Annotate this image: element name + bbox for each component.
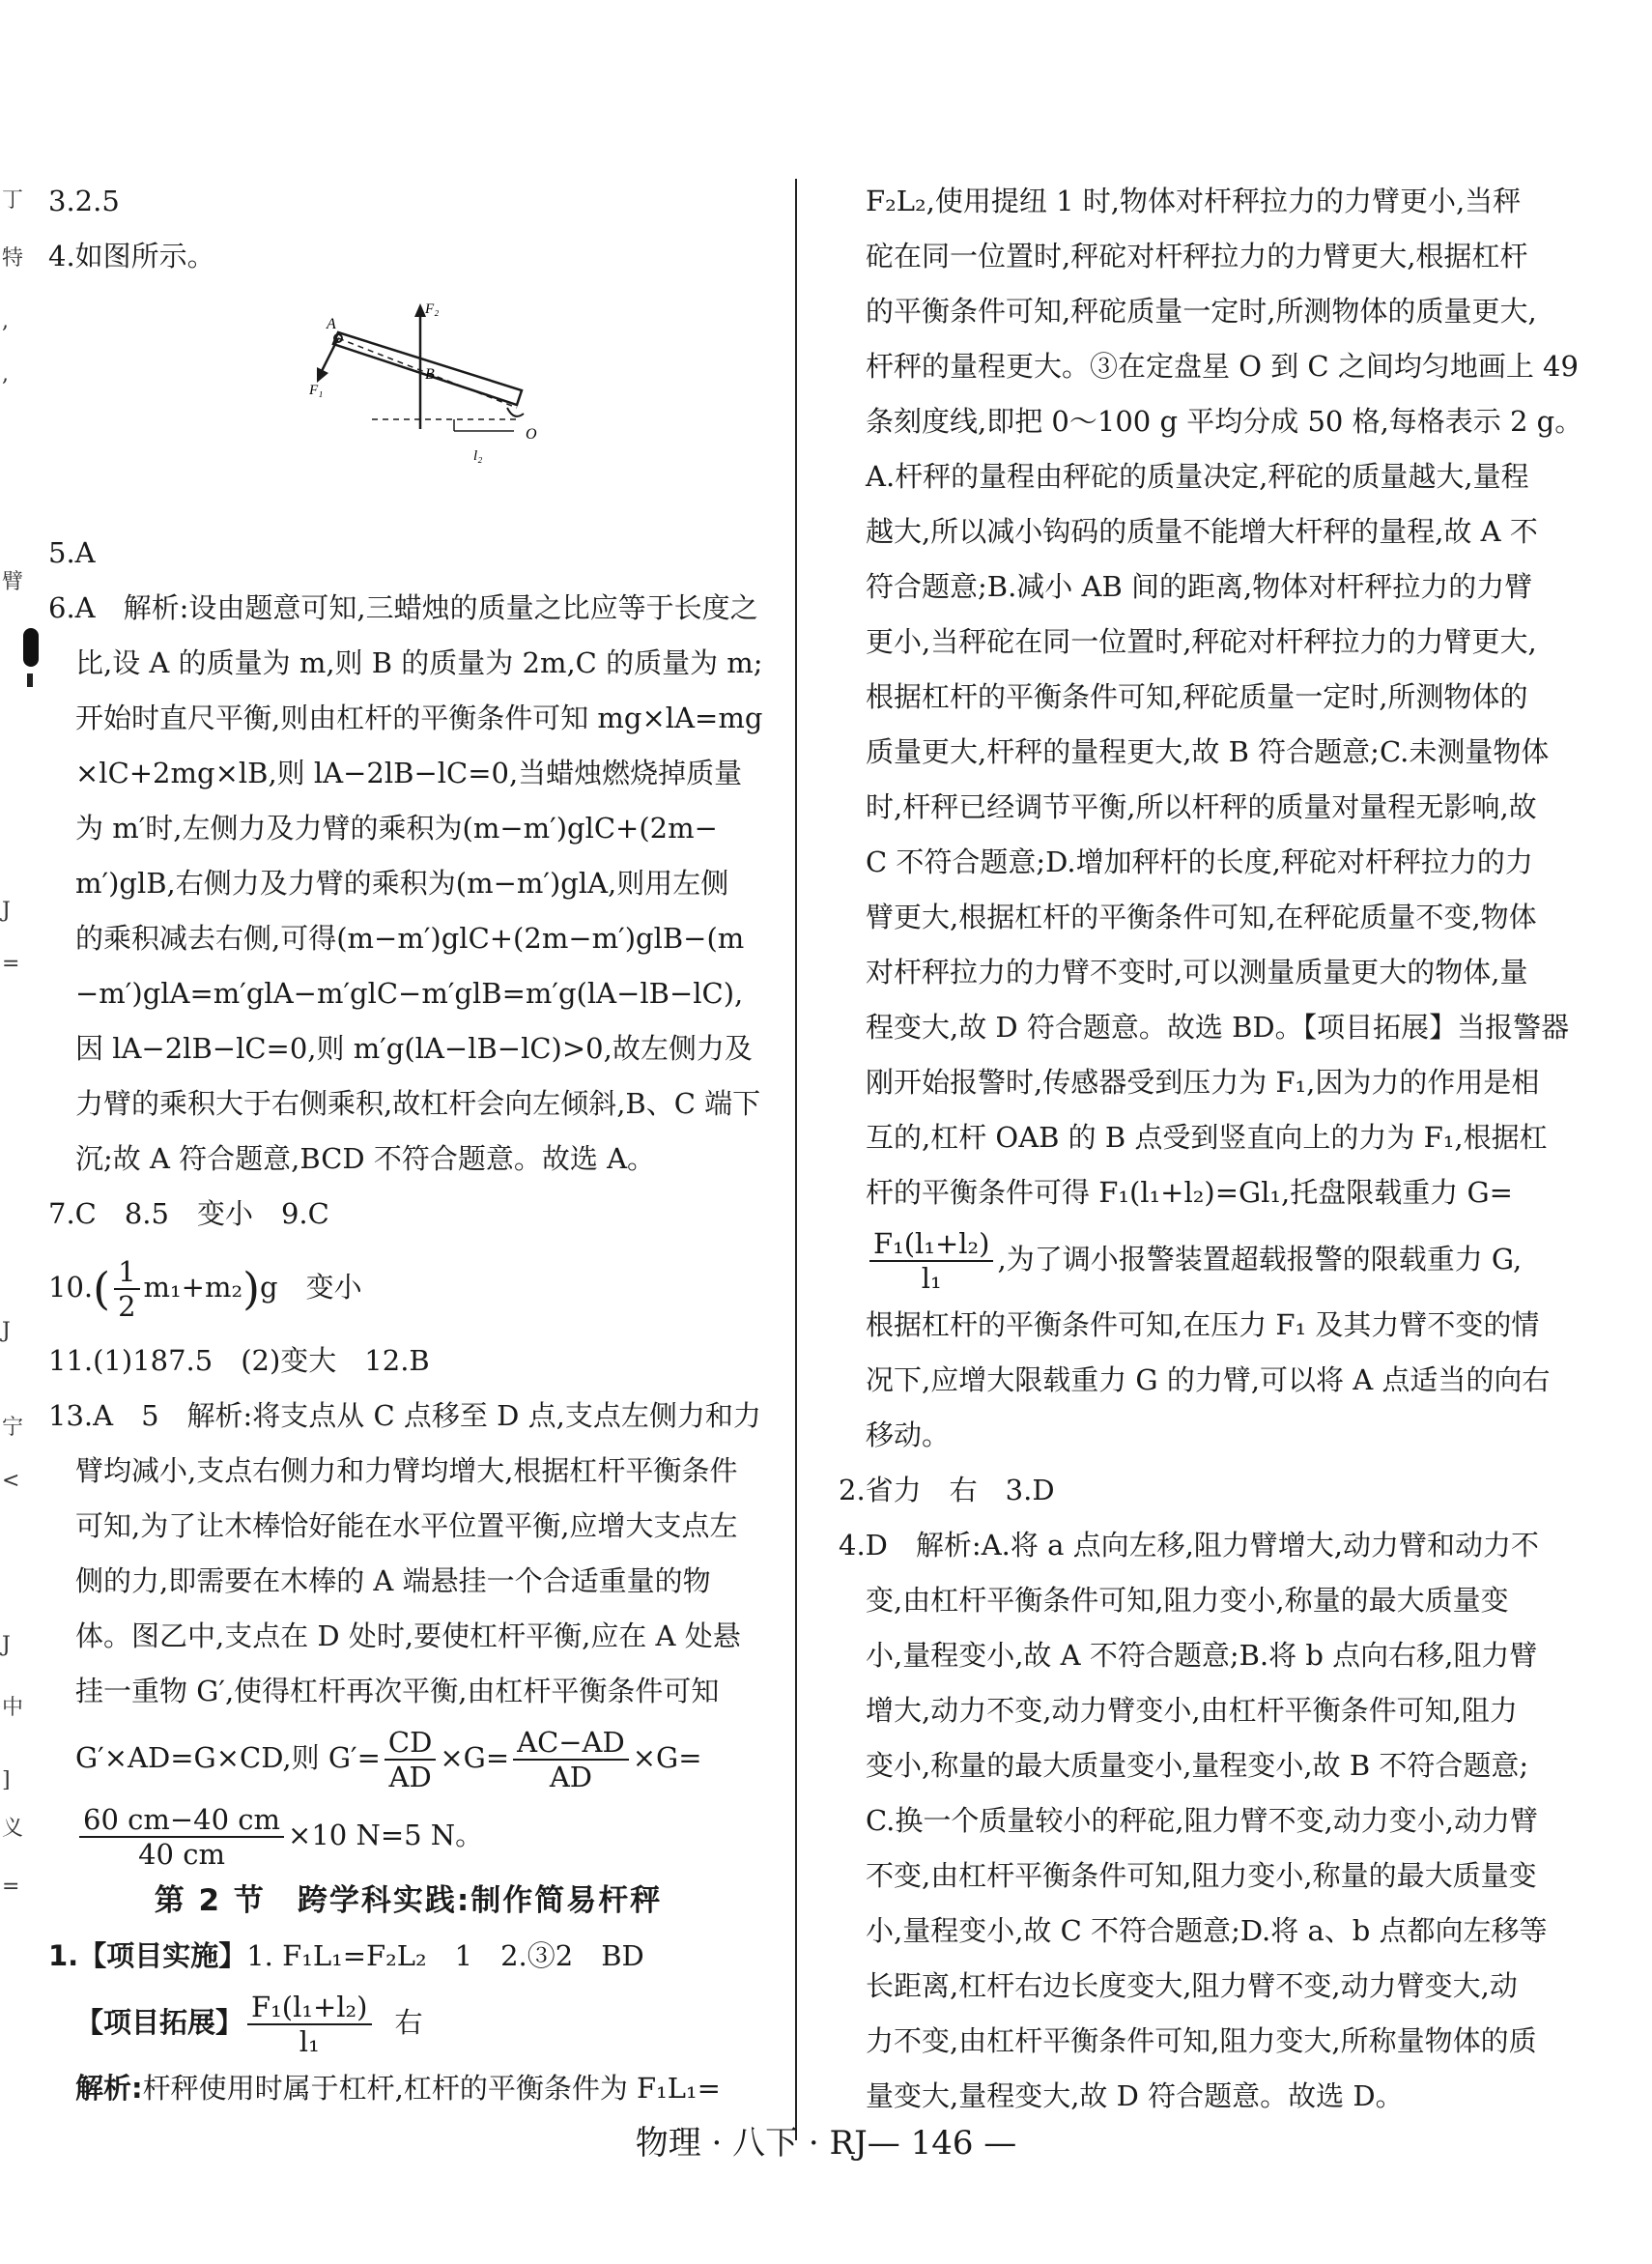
paren-open: ( [93, 1262, 111, 1315]
item10-prefix: 10. [48, 1271, 94, 1304]
fraction-g [869, 1227, 993, 1295]
answer-line: 7.C 8.5 变小 9.C [48, 1197, 329, 1230]
edge-mark: J [2, 899, 11, 923]
answer-line: −m′)glA=m′glA−m′glC−m′glB=m′g(lA−lB−lC), [75, 977, 744, 1010]
page-footer: 物理 · 八下 · RJ— 146 — [635, 2124, 1017, 2163]
right-column [839, 174, 1583, 2124]
answer-line: 长距离,杠杆右边长度变大,阻力臂不变,动力臂变大,动 [866, 1969, 1518, 2002]
ink-blot [23, 628, 39, 667]
frac-den: l₁ [299, 2025, 320, 2058]
answer-line: 11.(1)187.5 (2)变大 12.B [48, 1344, 430, 1377]
answer-line: 小,量程变小,故 A 不符合题意;B.将 b 点向右移,阻力臂 [866, 1639, 1538, 1672]
edge-mark: 中 [2, 1696, 24, 1720]
answer-line: 比,设 A 的质量为 m,则 B 的质量为 2m,C 的质量为 m; [75, 646, 763, 679]
answer-line: 侧的力,即需要在木棒的 A 端悬挂一个合适重量的物 [75, 1564, 711, 1597]
answer-line: 砣在同一位置时,秤砣对杆秤拉力的力臂更大,根据杠杆 [866, 240, 1528, 272]
answer-line: 4.如图所示。 [48, 240, 215, 272]
answer-line: 杆的平衡条件可得 F₁(l₁+l₂)=Gl₁,托盘限载重力 G= [866, 1176, 1513, 1209]
answer-line: 不变,由杠杆平衡条件可知,阻力变小,称量的最大质量变 [866, 1859, 1537, 1892]
answer-line: ×lC+2mg×lB,则 lA−2lB−lC=0,当蜡烛燃烧掉质量 [75, 757, 743, 789]
answer-line: 量变大,量程变大,故 D 符合题意。故选 D。 [866, 2079, 1404, 2112]
answer-line: 13.A 5 解析:将支点从 C 点移至 D 点,支点左侧力和力 [48, 1399, 761, 1432]
item10-tail: g 变小 [260, 1271, 362, 1304]
eq-post: ×G= [632, 1741, 702, 1774]
answer-line: 3.2.5 [48, 185, 120, 217]
eq-mid: ×G= [440, 1741, 510, 1774]
answer-line: 挂一重物 G′,使得杠杆再次平衡,由杠杆平衡条件可知 [75, 1675, 720, 1707]
answer-line: 的乘积减去右侧,可得(m−m′)glC+(2m−m′)glB−(m [75, 922, 745, 955]
edge-mark: , [2, 362, 9, 387]
left-column [48, 174, 768, 2116]
answer-line: 越大,所以减小钩码的质量不能增大杆秤的量程,故 A 不 [866, 515, 1538, 548]
project-ext-label: 【项目拓展】 [75, 2006, 244, 2039]
frac-den: AD [388, 1761, 432, 1793]
project-impl-line [48, 1929, 768, 1984]
answer-line: 条刻度线,即把 0～100 g 平均分成 50 格,每格表示 2 g。 [866, 405, 1583, 438]
answer-line: 臂均减小,支点右侧力和力臂均增大,根据杠杆平衡条件 [75, 1454, 738, 1487]
eq-post: ×10 N=5 N。 [288, 1819, 484, 1851]
answer-line: 力不变,由杠杆平衡条件可知,阻力变大,所称量物体的质 [866, 2024, 1537, 2057]
edge-mark: 义 [2, 1817, 24, 1841]
eq-pre: G′×AD=G×CD,则 G′= [75, 1741, 381, 1774]
label-o: O [526, 426, 537, 443]
fraction-half [114, 1255, 139, 1323]
ink-blot [27, 673, 33, 687]
fraction-ac-ad [513, 1726, 629, 1793]
frac-den: AD [549, 1761, 593, 1793]
project-ext-line [48, 1984, 768, 2061]
answer-line: 移动。 [866, 1419, 951, 1451]
answer-line: 力臂的乘积大于右侧乘积,故杠杆会向左倾斜,B、C 端下 [75, 1087, 761, 1120]
label-b: B [425, 366, 435, 383]
project-impl-text: 1. F₁L₁=F₂L₂ 1 2.③2 BD [246, 1939, 644, 1972]
answer-line: 体。图乙中,支点在 D 处时,要使杠杆平衡,应在 A 处悬 [75, 1619, 741, 1652]
answer-line: 时,杆秤已经调节平衡,所以杆秤的质量对量程无影响,故 [866, 790, 1537, 823]
eq-post: ,为了调小报警装置超载报警的限载重力 G, [997, 1243, 1523, 1275]
label-f2: F₂ [425, 301, 440, 317]
analysis-label: 解析: [75, 2072, 143, 2105]
frac-den: l₁ [921, 1262, 942, 1295]
analysis-line [48, 2061, 768, 2116]
frac-den: 2 [118, 1290, 136, 1323]
equation-line [48, 1719, 768, 1796]
frac-num: F₁(l₁+l₂) [247, 1991, 371, 2025]
answer-line: 5.A [48, 536, 96, 569]
answer-line: F₂L₂,使用提纽 1 时,物体对杆秤拉力的力臂更小,当秤 [866, 185, 1522, 217]
fraction-cm [79, 1803, 284, 1871]
answer-line: 可知,为了让木棒恰好能在水平位置平衡,应增大支点左 [75, 1509, 738, 1542]
answer-line: 2.省力 右 3.D [839, 1474, 1055, 1506]
answer-line: 因 lA−2lB−lC=0,则 m′g(lA−lB−lC)>0,故左侧力及 [75, 1032, 753, 1065]
edge-mark: J [2, 1633, 11, 1657]
column-divider [795, 179, 797, 2140]
edge-mark: , [2, 309, 9, 333]
frac-num: 1 [114, 1255, 139, 1290]
edge-mark: 特 [2, 246, 24, 271]
answer-line: 更小,当秤砣在同一位置时,秤砣对杆秤拉力的力臂更大, [866, 625, 1537, 658]
answer-line: 沉;故 A 符合题意,BCD 不符合题意。故选 A。 [75, 1142, 656, 1175]
answer-line: 况下,应增大限载重力 G 的力臂,可以将 A 点适当的向右 [866, 1363, 1551, 1396]
answer-line: 小,量程变小,故 C 不符合题意;D.将 a、b 点都向左移等 [866, 1914, 1548, 1947]
answer-line: 为 m′时,左侧力及力臂的乘积为(m−m′)glC+(2m− [75, 812, 718, 845]
answer-line: m′)glB,右侧力及力臂的乘积为(m−m′)glA,则用左侧 [75, 867, 729, 900]
edge-mark: 臂 [2, 570, 24, 594]
answer-line: A.杆秤的量程由秤砣的质量决定,秤砣的质量越大,量程 [866, 460, 1529, 493]
answer-line: 6.A 解析:设由题意可知,三蜡烛的质量之比应等于长度之 [48, 591, 758, 624]
label-a: A [327, 316, 336, 332]
answer-line: 开始时直尺平衡,则由杠杆的平衡条件可知 mg×lA=mg [75, 702, 763, 734]
answer-line-10 [48, 1242, 768, 1333]
label-f1: F₁ [309, 383, 324, 398]
lever-diagram [309, 294, 560, 516]
answer-line: 根据杠杆的平衡条件可知,在压力 F₁ 及其力臂不变的情 [866, 1308, 1540, 1341]
answer-line: 增大,动力不变,动力臂变小,由杠杆平衡条件可知,阻力 [866, 1694, 1518, 1727]
edge-mark: ] [2, 1768, 11, 1792]
project-impl-label: 1.【项目实施】 [48, 1939, 247, 1972]
answer-line: 4.D 解析:A.将 a 点向左移,阻力臂增大,动力臂和动力不 [839, 1529, 1540, 1562]
frac-num: AC−AD [513, 1726, 629, 1761]
edge-mark: < [2, 1469, 20, 1493]
edge-mark: 宁 [2, 1416, 24, 1440]
frac-den: 40 cm [138, 1838, 225, 1871]
answer-line: 程变大,故 D 符合题意。故选 BD。【项目拓展】当报警器 [866, 1011, 1570, 1044]
label-l2: l₂ [473, 448, 483, 464]
answer-line: C 不符合题意;D.增加秤杆的长度,秤砣对杆秤拉力的力 [866, 845, 1533, 878]
answer-line: 互的,杠杆 OAB 的 B 点受到竖直向上的力为 F₁,根据杠 [866, 1121, 1548, 1154]
frac-num: 60 cm−40 cm [79, 1803, 284, 1838]
answer-line: 变小,称量的最大质量变小,量程变小,故 B 不符合题意; [866, 1749, 1529, 1782]
answer-line: 刚开始报警时,传感器受到压力为 F₁,因为力的作用是相 [866, 1066, 1540, 1099]
answer-line: 对杆秤拉力的力臂不变时,可以测量质量更大的物体,量 [866, 956, 1528, 989]
project-ext-post: 右 [394, 2006, 423, 2039]
edge-mark: = [2, 952, 20, 976]
answer-line: C.换一个质量较小的秤砣,阻力臂不变,动力变小,动力臂 [866, 1804, 1539, 1837]
fraction-cd-ad [385, 1726, 436, 1793]
answer-line: 变,由杠杆平衡条件可知,阻力变小,称量的最大质量变 [866, 1584, 1509, 1617]
frac-num: F₁(l₁+l₂) [869, 1227, 993, 1262]
answer-line: 杆秤的量程更大。③在定盘星 O 到 C 之间均匀地画上 49 [866, 350, 1579, 383]
equation-line [48, 1796, 768, 1874]
answer-line: 臂更大,根据杠杆的平衡条件可知,在秤砣质量不变,物体 [866, 901, 1537, 933]
answer-line: 的平衡条件可知,秤砣质量一定时,所测物体的质量更大, [866, 295, 1537, 328]
section-title: 第 2 节 跨学科实践:制作简易杆秤 [154, 1883, 663, 1918]
frac-num: CD [385, 1726, 436, 1761]
answer-line: 符合题意;B.减小 AB 间的距离,物体对杆秤拉力的力臂 [866, 570, 1533, 603]
equation-line [839, 1220, 1539, 1298]
answer-line: 根据杠杆的平衡条件可知,秤砣质量一定时,所测物体的 [866, 680, 1528, 713]
edge-mark: 丁 [2, 188, 24, 213]
lever-figure [48, 284, 768, 526]
fraction-f1l [247, 1991, 371, 2058]
paren-close: ) [242, 1262, 261, 1315]
edge-mark: J [2, 1319, 11, 1343]
item10-rest: m₁+m₂ [143, 1271, 243, 1304]
analysis-text: 杆秤使用时属于杠杆,杠杆的平衡条件为 F₁L₁= [142, 2072, 721, 2105]
edge-mark: = [2, 1875, 20, 1899]
answer-line: 质量更大,杆秤的量程更大,故 B 符合题意;C.未测量物体 [866, 735, 1550, 768]
